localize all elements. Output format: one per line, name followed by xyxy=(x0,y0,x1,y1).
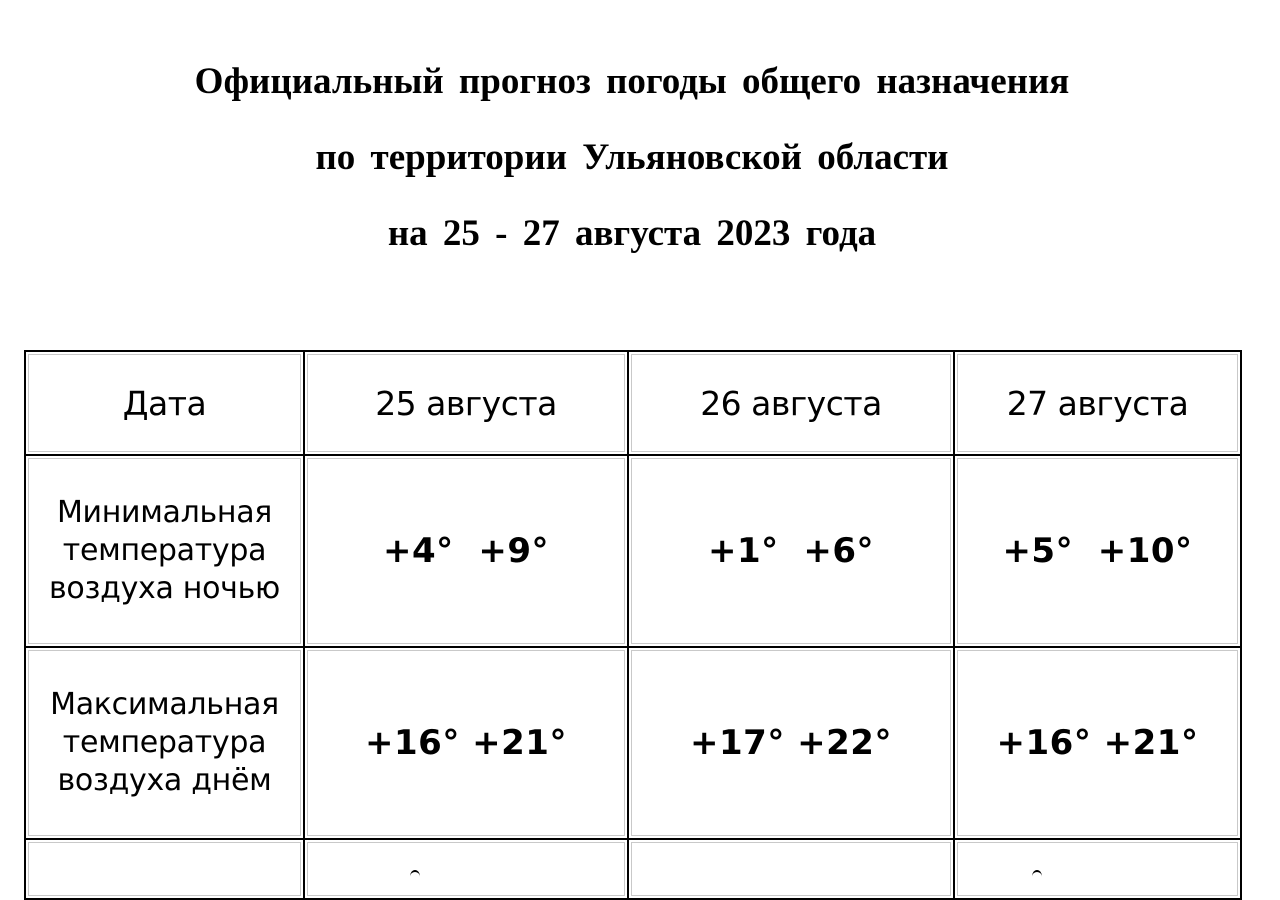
max-temp-day-3: +16° +21° xyxy=(954,647,1241,839)
document-title xyxy=(0,56,1264,284)
header-cell-day-3: 27 августа xyxy=(954,351,1241,455)
row-label-line: Минимальная xyxy=(56,495,273,530)
row-label-max-temp xyxy=(25,647,304,839)
min-temp-day-2: +1° +6° xyxy=(628,455,954,647)
row-label-line: воздуха ночью xyxy=(49,571,280,606)
cut-off-cell xyxy=(25,839,304,899)
header-cell-date: Дата xyxy=(25,351,304,455)
row-label-line: воздуха днём xyxy=(57,763,272,798)
title-line-1: Официальный прогноз погоды общего назначения xyxy=(194,61,1070,102)
forecast-table xyxy=(24,350,1242,900)
min-temp-day-3: +5° +10° xyxy=(954,455,1241,647)
max-temp-day-2: +17° +22° xyxy=(628,647,954,839)
row-label-line: температура xyxy=(62,533,267,568)
cut-off-cell xyxy=(304,839,628,899)
row-label-min-temp xyxy=(25,455,304,647)
row-label-line: Максимальная xyxy=(50,687,279,722)
title-line-3: на 25 - 27 августа 2023 года xyxy=(387,213,877,254)
table-row xyxy=(25,455,1241,647)
table-row xyxy=(25,647,1241,839)
cut-off-text-fragment xyxy=(1032,870,1042,883)
cut-off-cell xyxy=(954,839,1241,899)
cut-off-cell xyxy=(628,839,954,899)
table-header-row xyxy=(25,351,1241,455)
header-cell-day-1: 25 августа xyxy=(304,351,628,455)
cut-off-text-fragment xyxy=(410,870,420,883)
title-line-2: по территории Ульяновской области xyxy=(315,137,949,178)
row-label-line: температура xyxy=(62,725,267,760)
max-temp-day-1: +16° +21° xyxy=(304,647,628,839)
table-row-cut-off xyxy=(25,839,1241,899)
min-temp-day-1: +4° +9° xyxy=(304,455,628,647)
header-cell-day-2: 26 августа xyxy=(628,351,954,455)
